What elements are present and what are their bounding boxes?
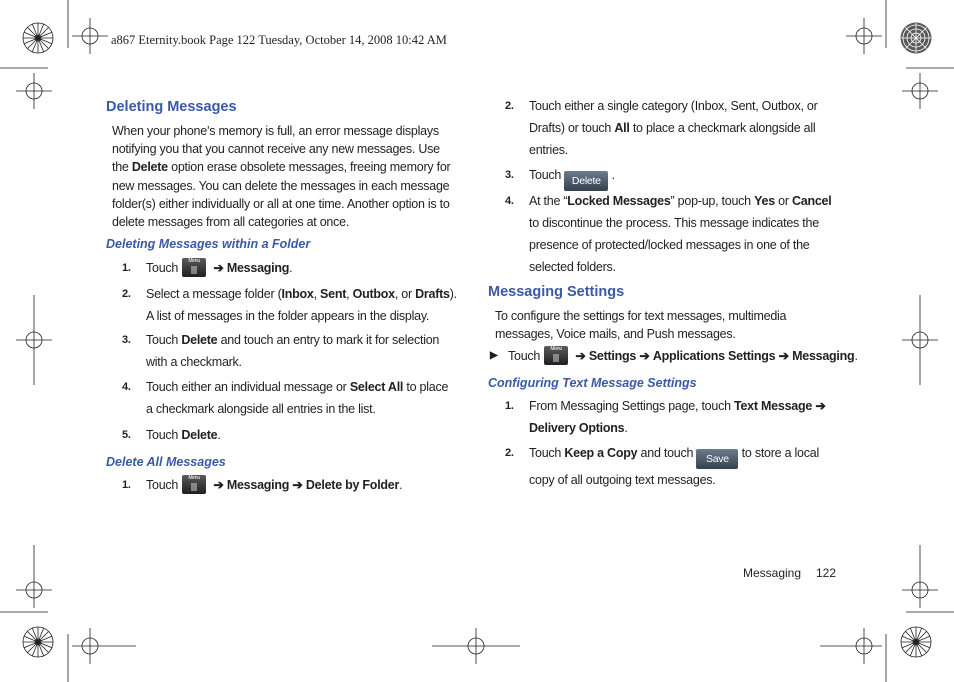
step-text bbox=[529, 95, 819, 161]
step-end: . bbox=[611, 168, 615, 182]
step-part: to place a checkmark alongside all entries. bbox=[529, 121, 816, 157]
step-part: , or bbox=[394, 287, 416, 301]
step-text bbox=[146, 424, 458, 446]
menu-key-label: Menu bbox=[188, 475, 200, 481]
deleting-messages-intro bbox=[112, 122, 455, 231]
step-part: Touch bbox=[529, 446, 565, 460]
step-number: 2. bbox=[122, 288, 131, 300]
arrow-icon: ➔ bbox=[778, 349, 789, 363]
arrow-icon: ➔ bbox=[639, 349, 650, 363]
step-end: . bbox=[399, 478, 403, 492]
registration-mark bbox=[16, 73, 52, 109]
step-part: , bbox=[346, 287, 353, 301]
subheading-configuring-text-message-settings: Configuring Text Message Settings bbox=[488, 376, 697, 390]
step-part: At the “ bbox=[529, 194, 568, 208]
step-bold: Settings bbox=[588, 349, 637, 363]
step-text bbox=[529, 395, 829, 439]
step-target: Messaging bbox=[226, 261, 290, 275]
step-end: . bbox=[624, 421, 628, 435]
step-part: Touch bbox=[146, 333, 182, 347]
step-text bbox=[146, 474, 402, 496]
registration-mark bbox=[72, 628, 136, 664]
bullet-arrow-icon: ▶ bbox=[490, 350, 498, 361]
intro-text: When your phone’s memory is full, an error message displays notifying you that you cannot receive any new messages. Use the bbox=[112, 124, 440, 175]
starburst-mark bbox=[901, 627, 931, 657]
step-bold: Keep a Copy bbox=[564, 446, 638, 460]
step-text bbox=[146, 283, 458, 327]
registration-mark bbox=[902, 295, 938, 385]
registration-mark bbox=[902, 545, 938, 608]
step-part: ” pop-up, touch bbox=[670, 194, 755, 208]
starburst-mark bbox=[23, 627, 53, 657]
step-part: and touch an entry to mark it for selection with a checkmark. bbox=[146, 333, 440, 369]
subheading-delete-all-messages: Delete All Messages bbox=[106, 455, 226, 469]
step-text bbox=[508, 345, 858, 367]
step-part: to place a checkmark alongside all entries in the list. bbox=[146, 380, 449, 416]
step-part: Touch either an individual message or bbox=[146, 380, 350, 394]
footer-section-name: Messaging bbox=[743, 566, 802, 580]
step-part: or bbox=[774, 194, 792, 208]
step-part: Touch bbox=[146, 428, 182, 442]
step-number: 2. bbox=[505, 100, 514, 112]
step-number: 5. bbox=[122, 429, 131, 441]
folder-drafts: Drafts bbox=[415, 287, 450, 301]
section-heading-deleting-messages: Deleting Messages bbox=[106, 99, 237, 115]
step-part: and touch bbox=[637, 446, 694, 460]
step-text bbox=[146, 376, 458, 420]
step-number: 4. bbox=[505, 195, 514, 207]
step-number: 4. bbox=[122, 381, 131, 393]
step-text bbox=[529, 442, 829, 491]
step-part: . bbox=[217, 428, 221, 442]
step-bold: Applications Settings bbox=[652, 349, 776, 363]
step-label: Touch bbox=[146, 261, 179, 275]
menu-key-label: Menu bbox=[550, 346, 562, 352]
step-bold: Yes bbox=[754, 194, 775, 208]
arrow-icon: ➔ bbox=[575, 349, 586, 363]
intro-text-rest: option erase obsolete messages, freeing memory for new messages. You can delete the messages in each message folder(s) either individually or all at one time. Another option is to delete messages from all categories at once. bbox=[112, 160, 451, 230]
section-heading-messaging-settings: Messaging Settings bbox=[488, 284, 625, 300]
registration-mark bbox=[432, 628, 520, 664]
step-part: Touch either a single category (Inbox, Sent, Outbox, or Drafts) or touch bbox=[529, 99, 818, 135]
step-label: Touch bbox=[146, 478, 179, 492]
messaging-settings-intro: To configure the settings for text messages, multimedia messages, Voice mails, and Push messages. bbox=[495, 309, 787, 342]
step-bold: All bbox=[614, 121, 630, 135]
registration-mark bbox=[16, 545, 52, 608]
step-bold: Select All bbox=[349, 380, 404, 394]
step-bold: Locked Messages bbox=[567, 194, 671, 208]
step-text bbox=[146, 257, 292, 279]
starburst-mark bbox=[23, 23, 53, 53]
menu-key-icon bbox=[544, 346, 568, 365]
step-bold: Delivery Options bbox=[529, 421, 625, 435]
step-number: 3. bbox=[505, 169, 514, 181]
step-bold: Messaging bbox=[226, 478, 290, 492]
step-number: 1. bbox=[122, 262, 131, 274]
step-number: 1. bbox=[122, 479, 131, 491]
folder-sent: Sent bbox=[320, 287, 347, 301]
registration-mark bbox=[72, 18, 108, 54]
registration-mark bbox=[902, 73, 938, 109]
step-number: 1. bbox=[505, 400, 514, 412]
step-text bbox=[146, 329, 458, 373]
step-label: Touch bbox=[529, 168, 562, 182]
step-bold: Delete by Folder bbox=[305, 478, 400, 492]
save-button[interactable]: Save bbox=[696, 449, 738, 469]
step-number: 2. bbox=[505, 447, 514, 459]
step-bold: Text Message bbox=[734, 399, 813, 413]
arrow-icon: ➔ bbox=[213, 261, 224, 275]
arrow-icon: ➔ bbox=[292, 478, 303, 492]
registration-mark bbox=[16, 295, 52, 385]
step-bold: Delete bbox=[181, 428, 218, 442]
starburst-mark-filled bbox=[901, 23, 932, 54]
menu-key-icon bbox=[182, 258, 206, 277]
delete-button[interactable]: Delete bbox=[564, 171, 608, 191]
arrow-icon: ➔ bbox=[213, 478, 224, 492]
step-part: ). A list of messages in the folder appears in the display. bbox=[146, 287, 457, 323]
step-text bbox=[529, 190, 837, 278]
step-bold: Cancel bbox=[791, 194, 832, 208]
step-part: Select a message folder ( bbox=[146, 287, 282, 301]
folder-inbox: Inbox bbox=[281, 287, 314, 301]
step-label: Touch bbox=[508, 349, 541, 363]
step-bold: Delete bbox=[181, 333, 218, 347]
page-number: 122 bbox=[816, 566, 837, 580]
arrow-icon: ➔ bbox=[815, 399, 826, 413]
step-text bbox=[529, 164, 615, 191]
registration-mark bbox=[846, 18, 882, 54]
subheading-deleting-within-folder: Deleting Messages within a Folder bbox=[106, 237, 311, 251]
folder-outbox: Outbox bbox=[352, 287, 395, 301]
step-end: . bbox=[854, 349, 858, 363]
step-number: 3. bbox=[122, 334, 131, 346]
step-part: to discontinue the process. This message indicates the presence of protected/locked messages in one of the selected folders. bbox=[529, 216, 819, 274]
step-part: to store a local copy of all outgoing text messages. bbox=[529, 446, 819, 487]
print-slug: a867 Eternity.book Page 122 Tuesday, October 14, 2008 10:42 AM bbox=[111, 33, 447, 47]
step-part: , bbox=[313, 287, 321, 301]
menu-key-label: Menu bbox=[188, 258, 200, 264]
menu-key-icon bbox=[182, 475, 206, 494]
intro-bold-delete: Delete bbox=[131, 160, 168, 175]
registration-mark bbox=[820, 628, 882, 664]
step-part: From Messaging Settings page, touch bbox=[529, 399, 735, 413]
step-end: . bbox=[289, 261, 293, 275]
step-bold: Messaging bbox=[792, 349, 855, 363]
